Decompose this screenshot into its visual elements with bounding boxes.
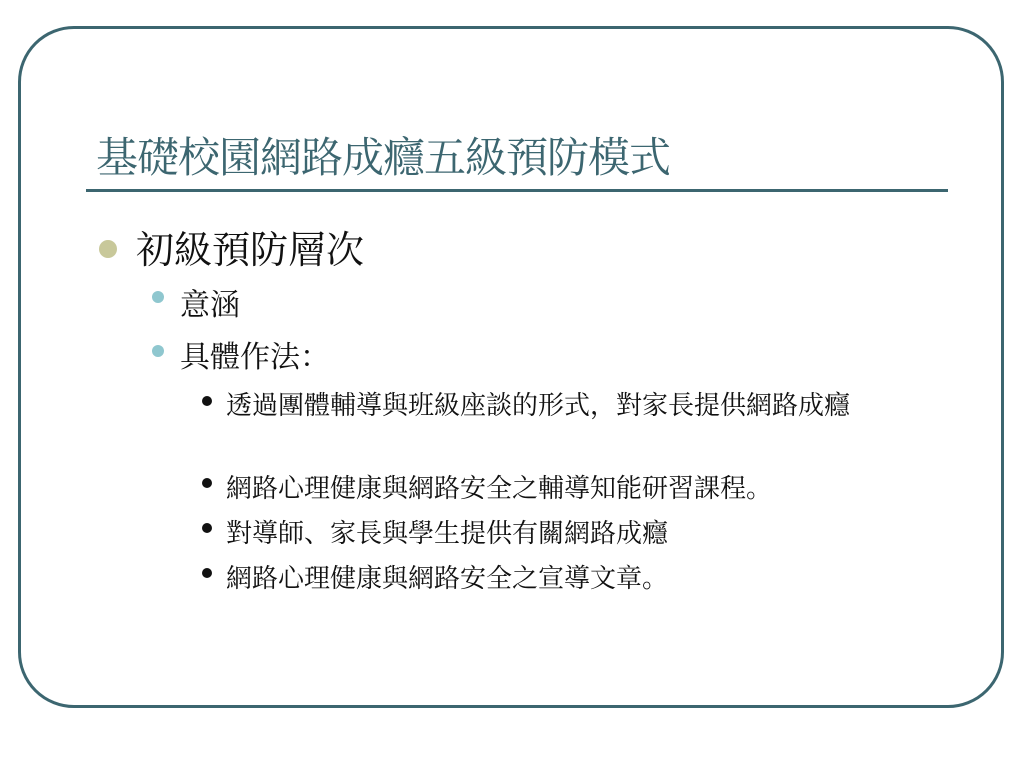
bullet-dot-level3 <box>202 396 212 406</box>
bullet-level3-text: 網路心理健康與網路安全之輔導知能研習課程。 <box>226 474 773 504</box>
bullet-dot-level3 <box>202 523 212 533</box>
bullet-level3-text: 透過團體輔導與班級座談的形式，對家長提供網路成癮 <box>226 391 851 421</box>
bullet-dot-level1 <box>99 240 117 258</box>
bullet-dot-level3 <box>202 478 212 488</box>
slide-title: 基礎校園網路成癮五級預防模式 <box>96 133 671 182</box>
bullet-level3-text: 對導師、家長與學生提供有關網路成癮 <box>226 519 669 549</box>
bullet-level2-text: 意涵 <box>180 288 240 323</box>
bullet-level1-text: 初級預防層次 <box>136 228 365 272</box>
bullet-level2-text: 具體作法： <box>180 340 330 375</box>
bullet-dot-level3 <box>202 568 212 578</box>
bullet-dot-level2 <box>152 345 164 357</box>
bullet-level3-text: 網路心理健康與網路安全之宣導文章。 <box>226 564 669 594</box>
bullet-dot-level2 <box>152 291 164 303</box>
